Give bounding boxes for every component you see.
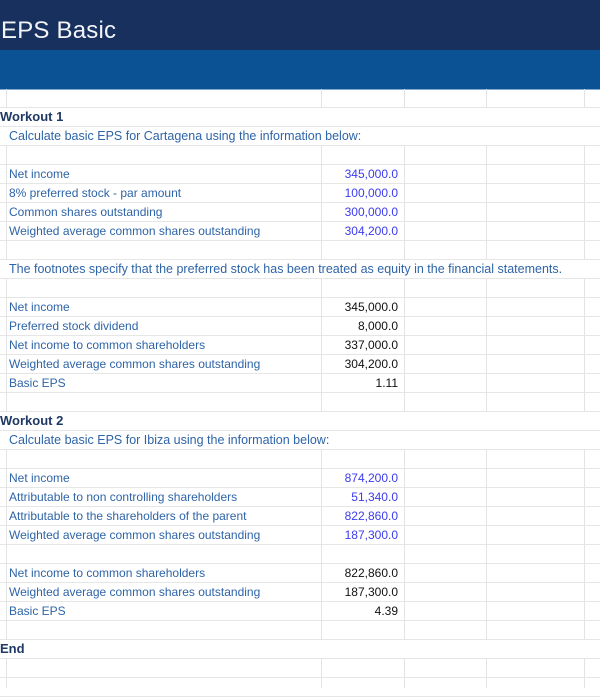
calc-label: Net income: [9, 300, 70, 314]
input-value[interactable]: 822,860.0: [344, 509, 398, 523]
table-row[interactable]: [0, 526, 600, 545]
input-label: Net income: [9, 167, 70, 181]
calc-label: Basic EPS: [9, 604, 66, 618]
table-row[interactable]: [0, 374, 600, 393]
calc-value[interactable]: 345,000.0: [344, 300, 398, 314]
input-value[interactable]: 100,000.0: [344, 186, 398, 200]
end-label: End: [0, 641, 25, 656]
table-row[interactable]: [0, 336, 600, 355]
footnote-text: The footnotes specify that the preferred stock has been treated as equity in the financial statements.: [9, 262, 563, 276]
empty-row[interactable]: [0, 621, 600, 640]
calc-label: Weighted average common shares outstanding: [9, 357, 261, 371]
input-value[interactable]: 304,200.0: [344, 224, 398, 238]
footnote-row[interactable]: [0, 260, 600, 279]
input-value[interactable]: 300,000.0: [344, 205, 398, 219]
table-row[interactable]: [0, 469, 600, 488]
empty-row[interactable]: [0, 393, 600, 412]
empty-row[interactable]: [0, 89, 600, 108]
table-row[interactable]: [0, 165, 600, 184]
table-row[interactable]: [0, 602, 600, 621]
workout1-instruction: Calculate basic EPS for Cartagena using the information below:: [9, 129, 362, 143]
empty-row[interactable]: [0, 659, 600, 678]
input-label: Weighted average common shares outstanding: [9, 528, 261, 542]
input-label: Net income: [9, 471, 70, 485]
input-value[interactable]: 51,340.0: [351, 490, 398, 504]
table-row[interactable]: [0, 507, 600, 526]
title-bar: [0, 0, 600, 50]
workout2-instruction-row[interactable]: [0, 431, 600, 450]
workout1-instruction-row[interactable]: [0, 127, 600, 146]
end-row[interactable]: [0, 640, 600, 659]
calc-value[interactable]: 8,000.0: [357, 319, 398, 333]
empty-row[interactable]: [0, 450, 600, 469]
calc-label: Basic EPS: [9, 376, 66, 390]
empty-row[interactable]: [0, 241, 600, 260]
spreadsheet-grid[interactable]: [0, 89, 600, 688]
input-label: Attributable to the shareholders of the parent: [9, 509, 247, 523]
input-value[interactable]: 874,200.0: [344, 471, 398, 485]
basic-eps-value[interactable]: 4.39: [374, 604, 398, 618]
workout1-heading-row[interactable]: [0, 108, 600, 127]
table-row[interactable]: [0, 222, 600, 241]
table-row[interactable]: [0, 184, 600, 203]
calc-label: Weighted average common shares outstanding: [9, 585, 261, 599]
table-row[interactable]: [0, 298, 600, 317]
sheet-title: EPS Basic: [1, 17, 117, 44]
basic-eps-value[interactable]: 1.11: [375, 376, 398, 390]
input-label: Common shares outstanding: [9, 205, 163, 219]
calc-label: Net income to common shareholders: [9, 338, 206, 352]
table-row[interactable]: [0, 317, 600, 336]
input-value[interactable]: 187,300.0: [344, 528, 398, 542]
input-label: 8% preferred stock - par amount: [9, 186, 182, 200]
table-row[interactable]: [0, 583, 600, 602]
workout2-heading: Workout 2: [0, 413, 64, 428]
calc-value[interactable]: 337,000.0: [344, 338, 398, 352]
table-row[interactable]: [0, 488, 600, 507]
calc-label: Net income to common shareholders: [9, 566, 206, 580]
input-label: Weighted average common shares outstanding: [9, 224, 261, 238]
empty-row[interactable]: [0, 279, 600, 298]
calc-value[interactable]: 304,200.0: [344, 357, 398, 371]
table-row[interactable]: [0, 564, 600, 583]
workout2-instruction: Calculate basic EPS for Ibiza using the information below:: [9, 433, 330, 447]
empty-row[interactable]: [0, 545, 600, 564]
table-row[interactable]: [0, 203, 600, 222]
empty-row[interactable]: [0, 146, 600, 165]
calc-value[interactable]: 822,860.0: [344, 566, 398, 580]
input-label: Attributable to non controlling shareholders: [9, 490, 238, 504]
workout1-heading: Workout 1: [0, 109, 64, 124]
workout2-heading-row[interactable]: [0, 412, 600, 431]
header-band: [0, 50, 600, 90]
input-value[interactable]: 345,000.0: [344, 167, 398, 181]
table-row[interactable]: [0, 355, 600, 374]
calc-value[interactable]: 187,300.0: [344, 585, 398, 599]
calc-label: Preferred stock dividend: [9, 319, 139, 333]
